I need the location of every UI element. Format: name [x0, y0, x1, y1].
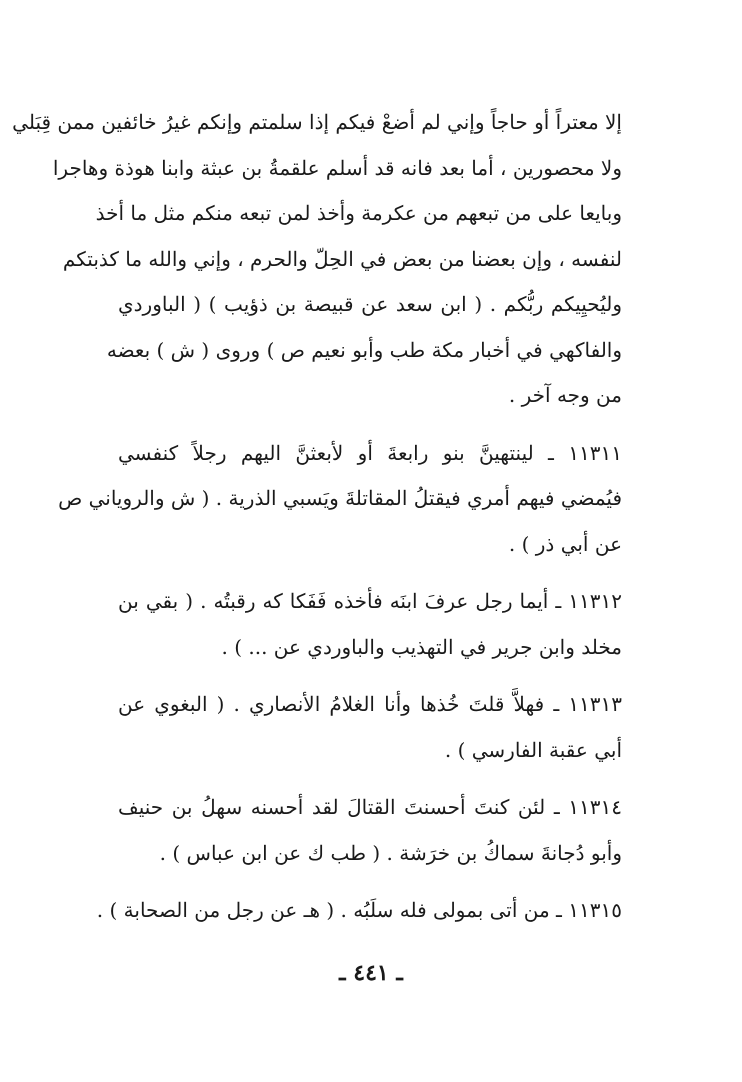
text-line: مخلد وابن جرير في التهذيب والباوردي عن ... ) .: [221, 634, 622, 659]
paragraph-gap: [118, 773, 622, 785]
text-line: ١١٣١٣ ـ فهلاَّ قلتَ خُذها وأنا الغلامُ الأنصاري . ( البغوي عن: [118, 692, 622, 716]
page-number: ـ ٤٤١ ـ: [339, 960, 403, 986]
text-line: وليُحيِيكم ربُّكم . ( ابن سعد عن قبيصة بن ذؤيب ) ( الباوردي: [118, 292, 622, 316]
text-line: ١١٣١٢ ـ أيما رجل عرفَ ابنَه فأخذه فَفَكا كه رقبتُه . ( بقي بن: [118, 589, 622, 613]
paragraph-gap: [118, 419, 622, 431]
paragraph-gap: [118, 567, 622, 579]
text-line: لنفسه ، وإن بعضنا من بعض في الحِلّ والحرم ، وإني والله ما كذبتكم: [62, 246, 622, 271]
text-line: إلا معتراً أو حاجاً وإني لم أضعْ فيكم إذا سلمتم وإنكم غيرُ خائفين ممن قِبَلي: [12, 110, 622, 134]
text-line: وأبو دُجانةَ سماكُ بن خرَشة . ( طب ك عن ابن عباس ) .: [159, 840, 622, 865]
text-line: ١١٣١٤ ـ لئن كنتَ أحسنتَ القتالَ لقد أحسنه سهلُ بن حنيف: [118, 795, 623, 819]
hadith-entry-11311: [58, 431, 622, 568]
hadith-entry-11315: [96, 888, 622, 934]
paragraph-gap: [118, 670, 622, 682]
text-line: ١١٣١١ ـ لينتهينَّ بنو رابعةَ أو لأبعثنَّ اليهم رجلاً كنفسي: [118, 440, 622, 465]
text-line: والفاكهي في أخبار مكة طب وأبو نعيم ص ) وروى ( ش ) بعضه: [106, 337, 622, 362]
text-line: ولا محصورين ، أما بعد فانه قد أسلم علقمةُ بن عبثة وابنا هوذة وهاجرا: [52, 155, 622, 180]
text-line: عن أبي ذر ) .: [508, 531, 622, 556]
text-line: من وجه آخر .: [508, 383, 622, 407]
text-line: وبايعا على من تبعهم من عكرمة وأخذ لمن تبعه منكم مثل ما أخذ: [95, 201, 622, 225]
hadith-entry-11314: [118, 785, 622, 876]
paragraph-gap: [118, 876, 622, 888]
hadith-entry-11312: [118, 579, 622, 670]
text-body: [12, 100, 623, 934]
paragraph-intro: [12, 100, 622, 419]
text-line: أبي عقبة الفارسي ) .: [444, 737, 622, 762]
text-line: فيُمضي فيهم أمري فيقتلُ المقاتلةَ ويَسبي الذرية . ( ش والروياني ص: [58, 486, 622, 510]
text-line: ١١٣١٥ ـ من أتى بمولى فله سلَبُه . ( هـ عن رجل من الصحابة ) .: [96, 898, 622, 922]
hadith-entry-11313: [118, 682, 622, 773]
